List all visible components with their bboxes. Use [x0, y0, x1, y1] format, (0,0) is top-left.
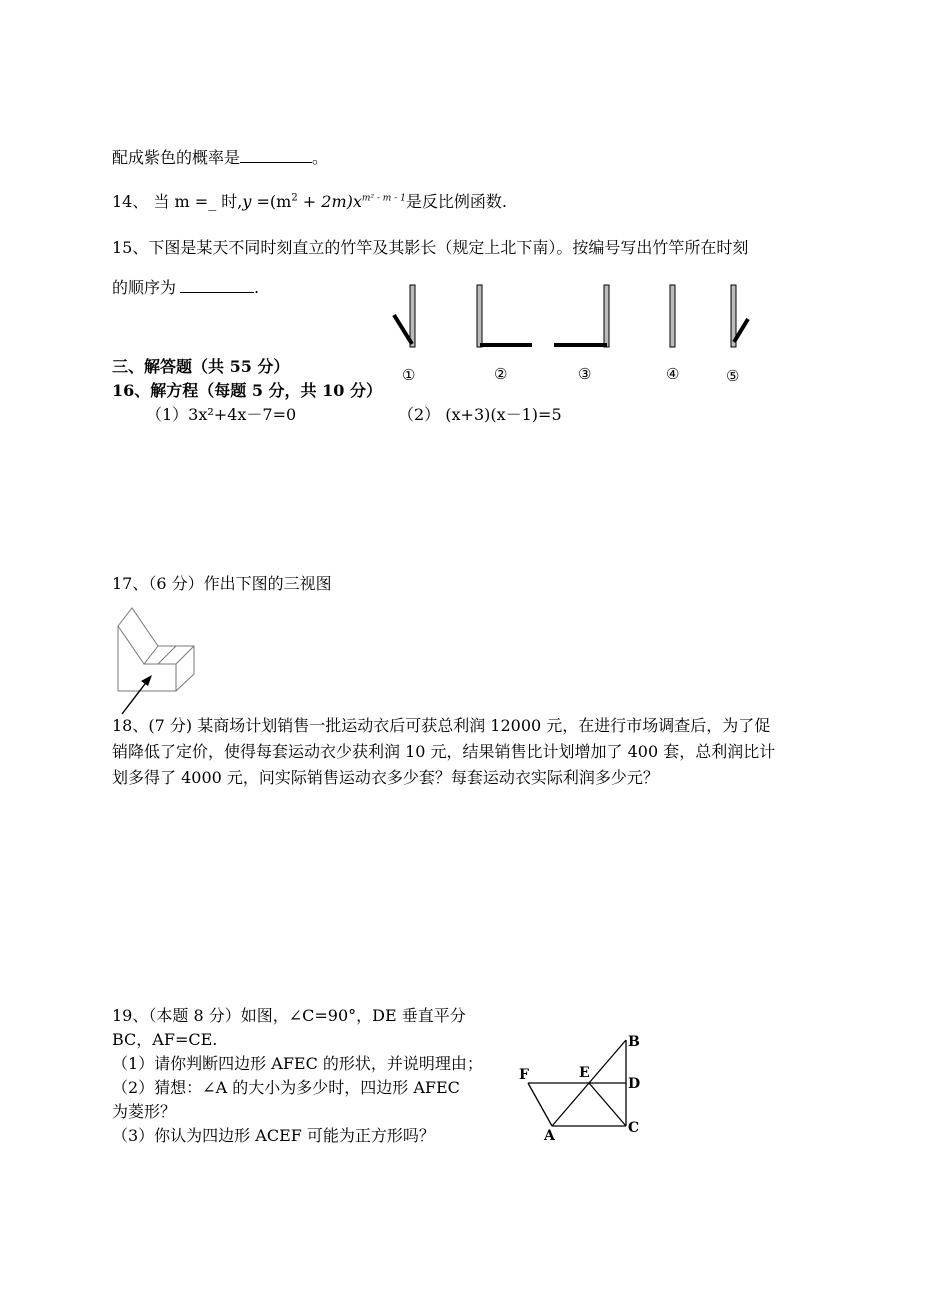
pole-label-4: ④: [666, 365, 680, 383]
q14-line: [112, 192, 507, 212]
q19-line5: 为菱形？: [112, 1102, 177, 1121]
pole-1: [410, 285, 415, 347]
pole-2: [477, 285, 482, 347]
pole-label-1: ①: [402, 366, 416, 384]
point-B: B: [628, 1034, 640, 1050]
q14-suffix: 是反比例函数.: [405, 192, 507, 211]
pole-label-2: ②: [494, 365, 508, 383]
q15-line2: [112, 276, 259, 298]
point-C: C: [628, 1120, 640, 1136]
q14-prefix: 14、 当 m =_ 时,: [112, 192, 243, 211]
q15-line2-end: .: [254, 278, 260, 297]
q18-line2: 销降低了定价，使得每套运动衣少获利润 10 元，结果销售比计划增加了 400 套，总利润比计: [112, 742, 776, 761]
q13-tail-end: 。: [312, 148, 329, 167]
solid-figure: [112, 606, 202, 718]
q14-formula: $y =(m^2 + 2m)x^{m^2 - m - 1}$: [242, 192, 406, 211]
point-D: D: [628, 1076, 641, 1092]
shadow-1: [394, 315, 412, 344]
q15-line2-prefix: 的顺序为: [112, 278, 177, 297]
q19-line4: （2）猜想：∠A 的大小为多少时，四边形 AFEC: [112, 1078, 460, 1097]
pole-label-3: ③: [578, 365, 592, 383]
pole-3: [604, 285, 609, 347]
q16-part1: （1）3x²+4x－7=0: [146, 405, 297, 424]
point-F: F: [519, 1067, 529, 1083]
q13-answer-blank[interactable]: [240, 146, 312, 163]
q19-line2: BC，AF=CE.: [112, 1030, 218, 1049]
point-A: A: [544, 1128, 555, 1144]
section3-title: 三、解答题（共 55 分）: [112, 357, 290, 376]
pole-4: [670, 285, 675, 347]
q19-line1: 19、（本题 8 分）如图，∠C=90°，DE 垂直平分: [112, 1006, 466, 1025]
q13-tail-line: [112, 146, 328, 168]
q15-line1: 15、下图是某天不同时刻直立的竹竿及其影长（规定上北下南）。按编号写出竹竿所在时刻: [112, 238, 749, 257]
q18-line1: 18、(7 分) 某商场计划销售一批运动衣后可获总利润 12000 元，在进行市场调查后，为了促: [112, 716, 771, 735]
bamboo-shadow-figure: [388, 282, 758, 387]
q16-title: 16、解方程（每题 5 分，共 10 分）: [112, 381, 382, 400]
q17-text: 17、（6 分）作出下图的三视图: [112, 574, 332, 593]
q18-line3: 划多得了 4000 元，问实际销售运动衣多少套？每套运动衣实际利润多少元？: [112, 768, 659, 787]
pole-label-5: ⑤: [726, 367, 740, 385]
point-E: E: [579, 1065, 590, 1081]
q16-part2: （2） (x+3)(x－1)=5: [398, 405, 562, 424]
q19-line3: （1）请你判断四边形 AFEC 的形状，并说明理由；: [112, 1054, 483, 1073]
q15-answer-blank[interactable]: [180, 276, 254, 293]
quadrilateral-figure: [516, 1030, 646, 1142]
q13-tail-text: 配成紫色的概率是: [112, 148, 241, 167]
q19-line6: （3）你认为四边形 ACEF 可能为正方形吗？: [112, 1126, 435, 1145]
